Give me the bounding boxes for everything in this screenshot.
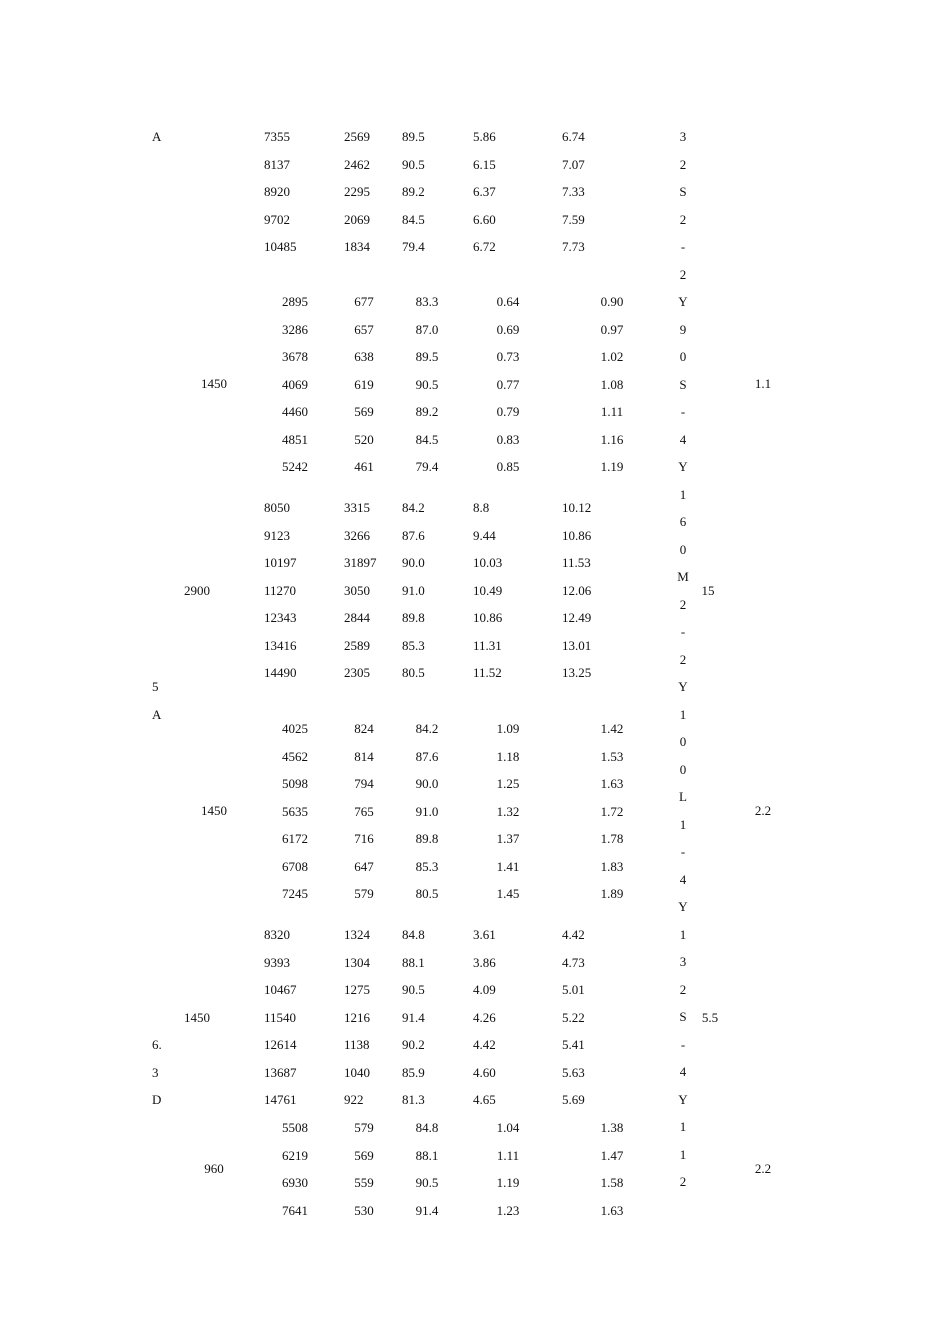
table-cell: 1304 (344, 954, 370, 970)
table-cell: 31897 (344, 555, 377, 570)
table-cell: 579 (354, 1120, 374, 1135)
table-cell: 14490 (264, 665, 297, 680)
table-cell: 12614 (264, 1037, 297, 1052)
table-cell: 1.32 (496, 803, 520, 819)
table-cell: 4025 (282, 721, 308, 736)
table-cell: 0.64 (496, 294, 520, 309)
table-cell: 1.19 (600, 459, 624, 474)
motor-model-char: 2 (679, 1174, 687, 1189)
table-cell: 8137 (264, 156, 290, 172)
table-cell: 1.23 (496, 1202, 520, 1218)
table-cell: 1138 (344, 1037, 370, 1052)
motor-model-char: 6 (679, 514, 687, 529)
table-cell: 11.53 (562, 555, 591, 570)
table-cell: 90.0 (415, 776, 439, 791)
motor-model-char: 2 (679, 981, 687, 997)
table-cell: 90.5 (402, 982, 425, 997)
table-cell: 0.83 (496, 431, 520, 447)
power-value: 2.2 (754, 1161, 772, 1176)
table-cell: 677 (354, 294, 374, 309)
table-cell: 1.63 (600, 776, 624, 791)
motor-model-char: 2 (679, 211, 687, 227)
motor-model-char: 1 (679, 1119, 687, 1134)
table-cell: 6219 (282, 1147, 308, 1163)
table-cell: 5.41 (562, 1037, 585, 1052)
motor-model-char: 2 (679, 266, 687, 282)
table-cell: 3315 (344, 500, 370, 515)
table-cell: 5635 (282, 803, 308, 819)
table-cell: 1.89 (600, 886, 624, 901)
table-cell: 4.60 (473, 1064, 496, 1080)
table-cell: 1.72 (600, 803, 624, 819)
table-cell: 530 (354, 1202, 374, 1218)
motor-model-char: 1 (679, 486, 687, 502)
motor-model-char: - (680, 624, 686, 639)
table-cell: 5098 (282, 776, 308, 791)
table-cell: 1275 (344, 982, 370, 997)
motor-model-char: - (680, 239, 686, 254)
table-cell: 461 (354, 459, 374, 474)
table-cell: 80.5 (402, 665, 425, 680)
table-cell: 1.04 (496, 1120, 520, 1135)
table-cell: 657 (354, 321, 374, 337)
table-cell: 9.44 (473, 527, 496, 543)
table-cell: 3.61 (473, 927, 496, 942)
table-cell: 12.49 (562, 610, 592, 625)
table-cell: 7245 (282, 886, 308, 901)
table-cell: 2295 (344, 184, 370, 199)
table-cell: 4.42 (473, 1037, 496, 1052)
motor-model-char: S (679, 184, 687, 199)
power-value: 5.5 (701, 1010, 719, 1025)
table-cell: 91.0 (402, 582, 425, 598)
table-cell: 7355 (264, 129, 290, 144)
motor-model-char: 9 (679, 321, 687, 337)
table-cell: 1.16 (600, 431, 624, 447)
table-cell: 0.73 (496, 349, 520, 364)
table-cell: 765 (354, 803, 374, 819)
table-cell: 7.59 (562, 211, 585, 227)
table-cell: 5.22 (562, 1009, 585, 1025)
table-cell: 10197 (264, 555, 297, 570)
table-cell: 8920 (264, 184, 290, 199)
motor-model-char: 0 (679, 349, 687, 364)
power-value: 15 (701, 583, 715, 598)
table-cell: 794 (354, 776, 374, 791)
table-cell: 579 (354, 886, 374, 901)
table-cell: 88.1 (402, 954, 425, 970)
table-cell: 2462 (344, 156, 370, 172)
motor-model-char: Y (678, 459, 688, 474)
table-cell: 85.9 (402, 1064, 425, 1080)
motor-model-char: - (680, 844, 686, 859)
table-cell: 2895 (282, 294, 308, 309)
table-cell: 11270 (264, 582, 297, 598)
motor-model-char: S (679, 1009, 687, 1024)
table-cell: 8320 (264, 927, 290, 942)
table-cell: 87.0 (415, 321, 439, 337)
motor-model-char: 4 (679, 431, 687, 447)
table-cell: 4.65 (473, 1092, 496, 1107)
table-cell: 13416 (264, 637, 297, 653)
table-cell: 5.63 (562, 1064, 585, 1080)
speed-value: 2900 (184, 583, 210, 598)
table-cell: 647 (354, 858, 374, 874)
table-cell: 12.06 (562, 582, 592, 598)
table-cell: 11540 (264, 1009, 297, 1025)
table-cell: 83.3 (415, 294, 439, 309)
motor-model-char: S (679, 376, 687, 392)
table-cell: 0.90 (600, 294, 624, 309)
table-cell: 716 (354, 831, 374, 846)
table-cell: 1040 (344, 1064, 370, 1080)
table-cell: 2305 (344, 665, 370, 680)
table-cell: 3050 (344, 582, 370, 598)
speed-value: 1450 (201, 376, 227, 391)
table-cell: 89.8 (402, 610, 425, 625)
table-cell: 1.83 (600, 858, 624, 874)
motor-model-char: 1 (679, 1146, 687, 1162)
table-cell: 10467 (264, 982, 297, 997)
table-cell: 1.45 (496, 886, 520, 901)
table-cell: 10.12 (562, 500, 592, 515)
row-label: A (152, 707, 162, 722)
table-cell: 6.60 (473, 211, 496, 227)
table-cell: 6.15 (473, 156, 496, 172)
table-cell: 6.72 (473, 239, 496, 254)
table-cell: 4.26 (473, 1009, 496, 1025)
table-cell: 10.86 (562, 527, 592, 543)
motor-model-char: Y (678, 1091, 688, 1107)
table-cell: 1.53 (600, 748, 624, 764)
table-cell: 520 (354, 431, 374, 447)
motor-model-char: Y (678, 679, 688, 694)
table-cell: 8050 (264, 500, 290, 515)
table-cell: 1834 (344, 239, 370, 254)
table-cell: 5242 (282, 459, 308, 474)
table-cell: 5.86 (473, 129, 496, 144)
table-cell: 90.5 (415, 376, 439, 392)
table-cell: 1.63 (600, 1202, 624, 1218)
table-cell: 79.4 (415, 459, 439, 474)
table-cell: 79.4 (402, 239, 425, 254)
table-cell: 9393 (264, 954, 290, 970)
table-cell: 89.2 (415, 404, 439, 419)
motor-model-char: L (679, 789, 687, 804)
table-cell: 90.5 (402, 156, 425, 172)
table-cell: 87.6 (402, 527, 425, 543)
motor-model-char: Y (678, 294, 688, 309)
table-cell: 90.0 (402, 555, 425, 570)
table-cell: 2844 (344, 610, 370, 625)
table-cell: 922 (344, 1092, 364, 1107)
speed-value: 1450 (201, 803, 227, 818)
table-cell: 0.77 (496, 376, 520, 392)
table-cell: 84.8 (415, 1120, 439, 1135)
table-cell: 4.09 (473, 982, 496, 997)
table-cell: 6708 (282, 858, 308, 874)
table-cell: 91.4 (402, 1009, 425, 1025)
motor-model-char: 4 (679, 1064, 687, 1079)
table-cell: 1.25 (496, 776, 520, 791)
table-cell: 2569 (344, 129, 370, 144)
table-cell: 1.19 (496, 1175, 520, 1190)
table-cell: 1.11 (496, 1147, 520, 1163)
table-cell: 1.18 (496, 748, 520, 764)
table-cell: 0.69 (496, 321, 520, 337)
table-cell: 10.03 (473, 555, 503, 570)
table-cell: 5508 (282, 1120, 308, 1135)
motor-model-char: 0 (679, 761, 687, 777)
table-cell: 569 (354, 1147, 374, 1163)
table-cell: 1.02 (600, 349, 624, 364)
table-cell: 6.74 (562, 129, 585, 144)
table-cell: 85.3 (402, 637, 425, 653)
table-cell: 1.58 (600, 1175, 624, 1190)
table-cell: 3678 (282, 349, 308, 364)
table-cell: 1.08 (600, 376, 624, 392)
table-cell: 10.49 (473, 582, 503, 598)
table-cell: 0.85 (496, 459, 520, 474)
motor-model-char: M (677, 569, 689, 584)
motor-model-char: Y (678, 899, 688, 914)
table-cell: 5.69 (562, 1092, 585, 1107)
motor-model-char: 0 (679, 734, 687, 749)
motor-model-char: 3 (679, 129, 687, 144)
table-cell: 1324 (344, 927, 370, 942)
table-cell: 6930 (282, 1175, 308, 1190)
table-cell: 4069 (282, 376, 308, 392)
power-value: 1.1 (754, 376, 772, 391)
table-cell: 1.47 (600, 1147, 624, 1163)
table-cell: 89.5 (402, 129, 425, 144)
table-cell: 2589 (344, 637, 370, 653)
table-cell: 5.01 (562, 982, 585, 997)
row-label: D (152, 1092, 162, 1107)
table-cell: 1.41 (496, 858, 520, 874)
table-cell: 569 (354, 404, 374, 419)
table-cell: 6172 (282, 831, 308, 846)
table-cell: 0.79 (496, 404, 520, 419)
motor-model-char: 1 (679, 706, 687, 722)
table-cell: 90.5 (415, 1175, 439, 1190)
table-cell: 8.8 (473, 500, 490, 515)
table-cell: 84.8 (402, 927, 425, 942)
table-cell: 1.11 (600, 404, 624, 419)
table-cell: 619 (354, 376, 374, 392)
table-cell: 7641 (282, 1202, 308, 1218)
motor-model-char: - (680, 404, 686, 419)
table-cell: 89.8 (415, 831, 439, 846)
table-cell: 1216 (344, 1009, 370, 1025)
motor-model-char: 0 (679, 541, 687, 557)
table-cell: 4.73 (562, 954, 585, 970)
speed-value: 1450 (184, 1010, 210, 1025)
table-cell: 11.31 (473, 637, 502, 653)
table-cell: 7.33 (562, 184, 585, 199)
table-cell: 2069 (344, 211, 370, 227)
table-cell: 89.5 (415, 349, 439, 364)
table-cell: 4562 (282, 748, 308, 764)
table-cell: 4.42 (562, 927, 585, 942)
table-cell: 7.73 (562, 239, 585, 254)
table-cell: 3266 (344, 527, 370, 543)
row-label: 5 (152, 679, 159, 694)
table-cell: 814 (354, 748, 374, 764)
table-cell: 6.37 (473, 184, 496, 199)
table-cell: 4851 (282, 431, 308, 447)
table-cell: 89.2 (402, 184, 425, 199)
table-cell: 81.3 (402, 1092, 425, 1107)
table-cell: 0.97 (600, 321, 624, 337)
table-cell: 9123 (264, 527, 290, 543)
table-cell: 559 (354, 1175, 374, 1190)
row-label: 3 (152, 1065, 159, 1080)
motor-model-char: 1 (679, 816, 687, 832)
table-cell: 13687 (264, 1064, 297, 1080)
row-label: 6. (152, 1037, 162, 1052)
table-cell: 91.4 (415, 1202, 439, 1218)
table-cell: 1.09 (496, 721, 520, 736)
motor-model-char: 2 (679, 156, 687, 172)
table-cell: 1.37 (496, 831, 520, 846)
table-cell: 10.86 (473, 610, 503, 625)
motor-model-char: 2 (679, 651, 687, 667)
table-cell: 88.1 (415, 1147, 439, 1163)
table-cell: 84.5 (402, 211, 425, 227)
table-cell: 84.2 (415, 721, 439, 736)
table-cell: 10485 (264, 239, 297, 254)
table-cell: 13.01 (562, 637, 592, 653)
row-label: A (152, 129, 162, 144)
table-cell: 1.42 (600, 721, 624, 736)
table-cell: 90.2 (402, 1037, 425, 1052)
table-cell: 14761 (264, 1092, 297, 1107)
table-cell: 9702 (264, 211, 290, 227)
table-cell: 824 (354, 721, 374, 736)
power-value: 2.2 (754, 803, 772, 818)
motor-model-char: 1 (679, 926, 687, 942)
table-cell: 91.0 (415, 803, 439, 819)
table-cell: 84.2 (402, 500, 425, 515)
motor-model-char: - (680, 1036, 686, 1052)
motor-model-char: 4 (679, 871, 687, 887)
table-cell: 638 (354, 349, 374, 364)
table-cell: 13.25 (562, 665, 592, 680)
table-cell: 3286 (282, 321, 308, 337)
table-cell: 85.3 (415, 858, 439, 874)
table-cell: 3.86 (473, 954, 496, 970)
table-cell: 7.07 (562, 156, 585, 172)
motor-model-char: 3 (679, 954, 687, 969)
table-cell: 11.52 (473, 665, 502, 680)
motor-model-char: 2 (679, 596, 687, 612)
table-cell: 84.5 (415, 431, 439, 447)
table-cell: 1.38 (600, 1120, 624, 1135)
table-cell: 1.78 (600, 831, 624, 846)
table-cell: 87.6 (415, 748, 439, 764)
table-cell: 4460 (282, 404, 308, 419)
table-cell: 12343 (264, 610, 297, 625)
table-cell: 80.5 (415, 886, 439, 901)
speed-value: 960 (204, 1161, 224, 1176)
